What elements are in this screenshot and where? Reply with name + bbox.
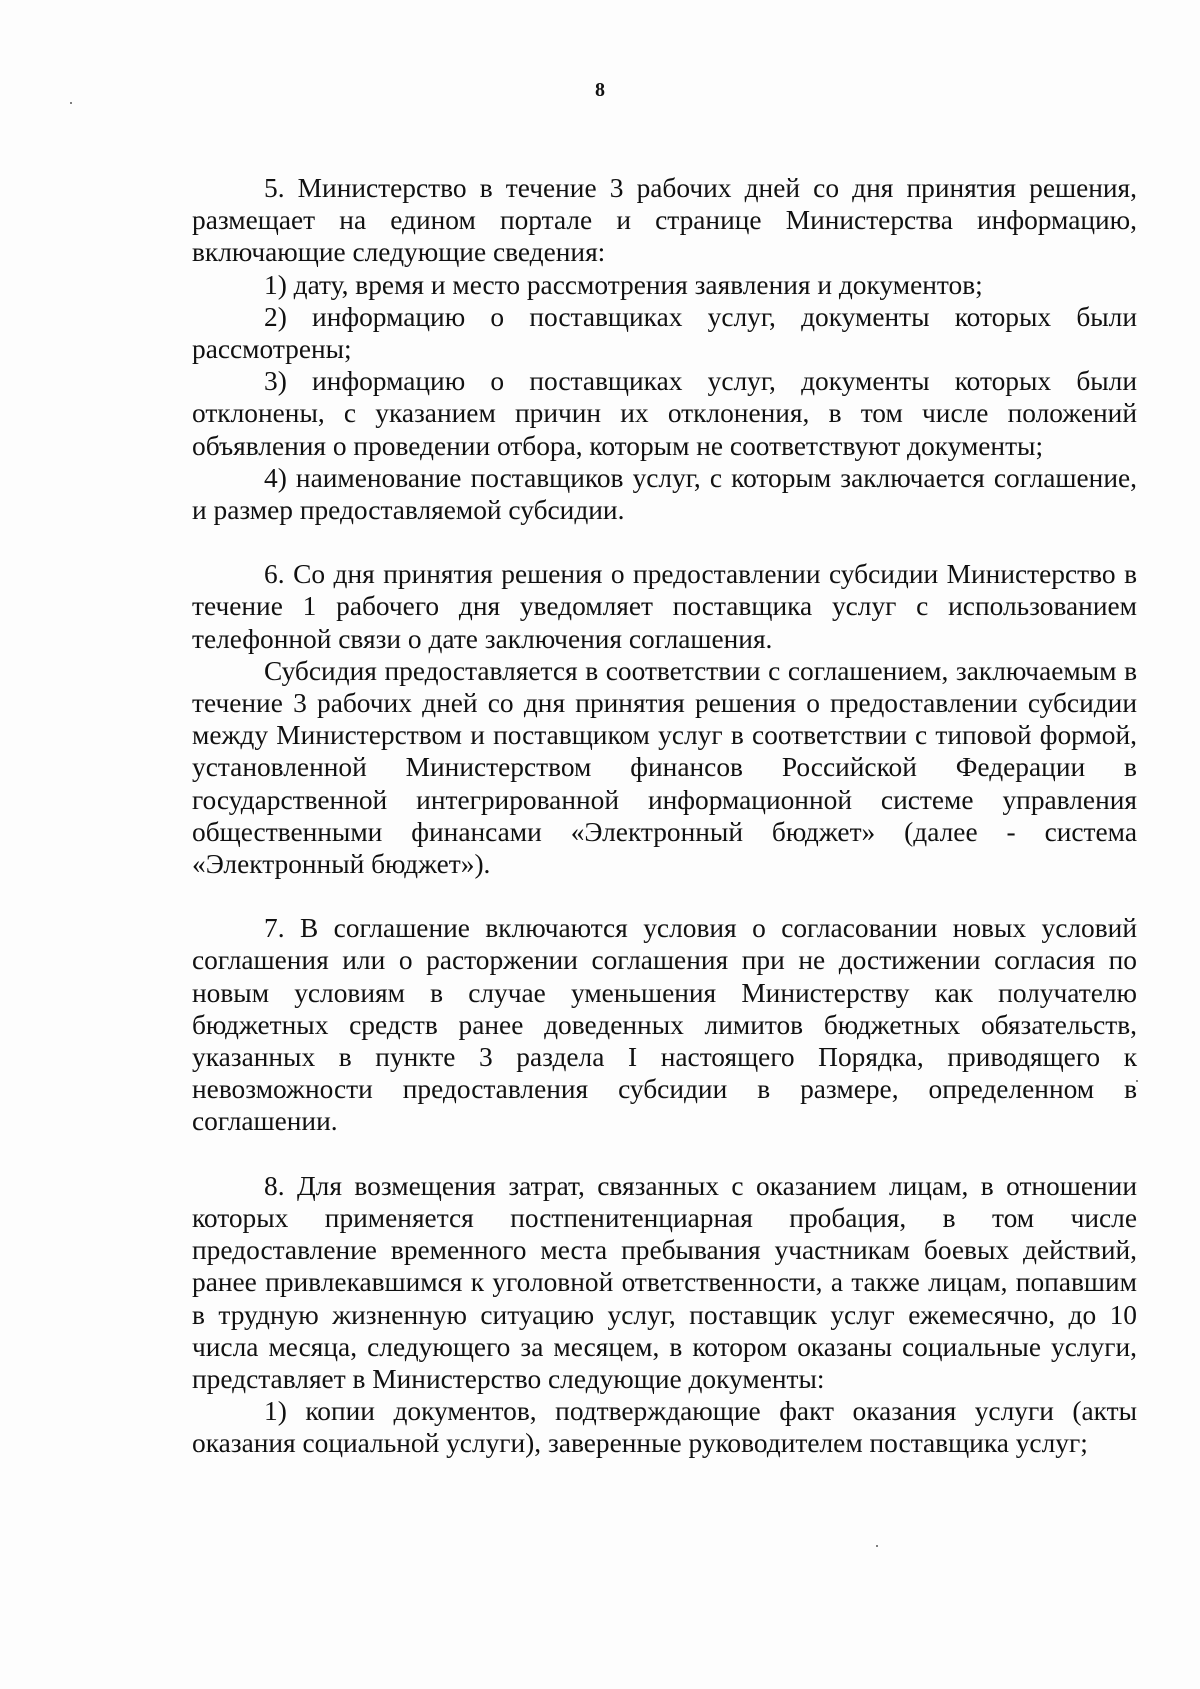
section-8 [192, 1170, 1137, 1460]
section-7 [192, 912, 1137, 1137]
list-item: 1) дату, время и место рассмотрения заявления и документов; [264, 269, 983, 300]
paragraph: 6. Со дня принятия решения о предоставлении субсидии Министерство в течение 1 рабочего дня уведомляет поставщика услуг с использованием телефонной связи о дате заключения соглашения. [192, 559, 1137, 654]
scan-speck [876, 1545, 878, 1547]
section-6 [192, 558, 1137, 880]
list-item: 3) информацию о поставщиках услуг, документы которых были отклонены, с указанием причин их отклонения, в том числе положений объявления о проведении отбора, которым не соответствуют документы; [192, 366, 1137, 461]
paragraph: 7. В соглашение включаются условия о согласовании новых условий соглашения или о расторжении соглашения при не достижении согласия по новым условиям в случае уменьшения Министерству как получателю бюджетных средств ранее доведенных лимитов бюджетных обязательств, указанных в пункте 3 раздела I настоящего Порядка, приводящего к невозможности предоставления субсидии в размере, определенном в соглашении. [192, 913, 1137, 1137]
document-body [192, 172, 1137, 1460]
paragraph: Субсидия предоставляется в соответствии с соглашением, заключаемым в течение 3 рабочих дней со дня принятия решения о предоставлении субсидии между Министерством и поставщиком услуг в соответствии с типовой формой, установленной Министерством финансов Российской Федерации в государственной интегрированной информационной системе управления общественными финансами «Электронный бюджет» (далее - система «Электронный бюджет»). [192, 655, 1137, 880]
list-item: 2) информацию о поставщиках услуг, документы которых были рассмотрены; [192, 301, 1137, 365]
scan-speck [70, 102, 72, 104]
section-5 [192, 172, 1137, 526]
paragraph: 8. Для возмещения затрат, связанных с оказанием лицам, в отношении которых применяется постпенитенциарная пробация, в том числе предоставление временного места пребывания участникам боевых действий, ранее привлекавшимся к уголовной ответственности, а также лицам, попавшим в трудную жизненную ситуацию услуг, поставщик услуг ежемесячно, до 10 числа месяца, следующего за месяцем, в котором оказаны социальные услуги, представляет в Министерство следующие документы: [192, 1170, 1137, 1394]
paragraph: 5. Министерство в течение 3 рабочих дней со дня принятия решения, размещает на едином портале и странице Министерства информацию, включающие следующие сведения: [192, 173, 1137, 268]
list-item: 1) копии документов, подтверждающие факт оказания услуги (акты оказания социальной услуги), заверенные руководителем поставщика услуг; [192, 1396, 1137, 1459]
section-gap [192, 880, 1137, 912]
section-gap [192, 526, 1137, 558]
list-item: 4) наименование поставщиков услуг, с которым заключается соглашение, и размер предоставляемой субсидии. [192, 462, 1137, 526]
page-number: 8 [595, 79, 605, 101]
section-gap [192, 1138, 1137, 1170]
